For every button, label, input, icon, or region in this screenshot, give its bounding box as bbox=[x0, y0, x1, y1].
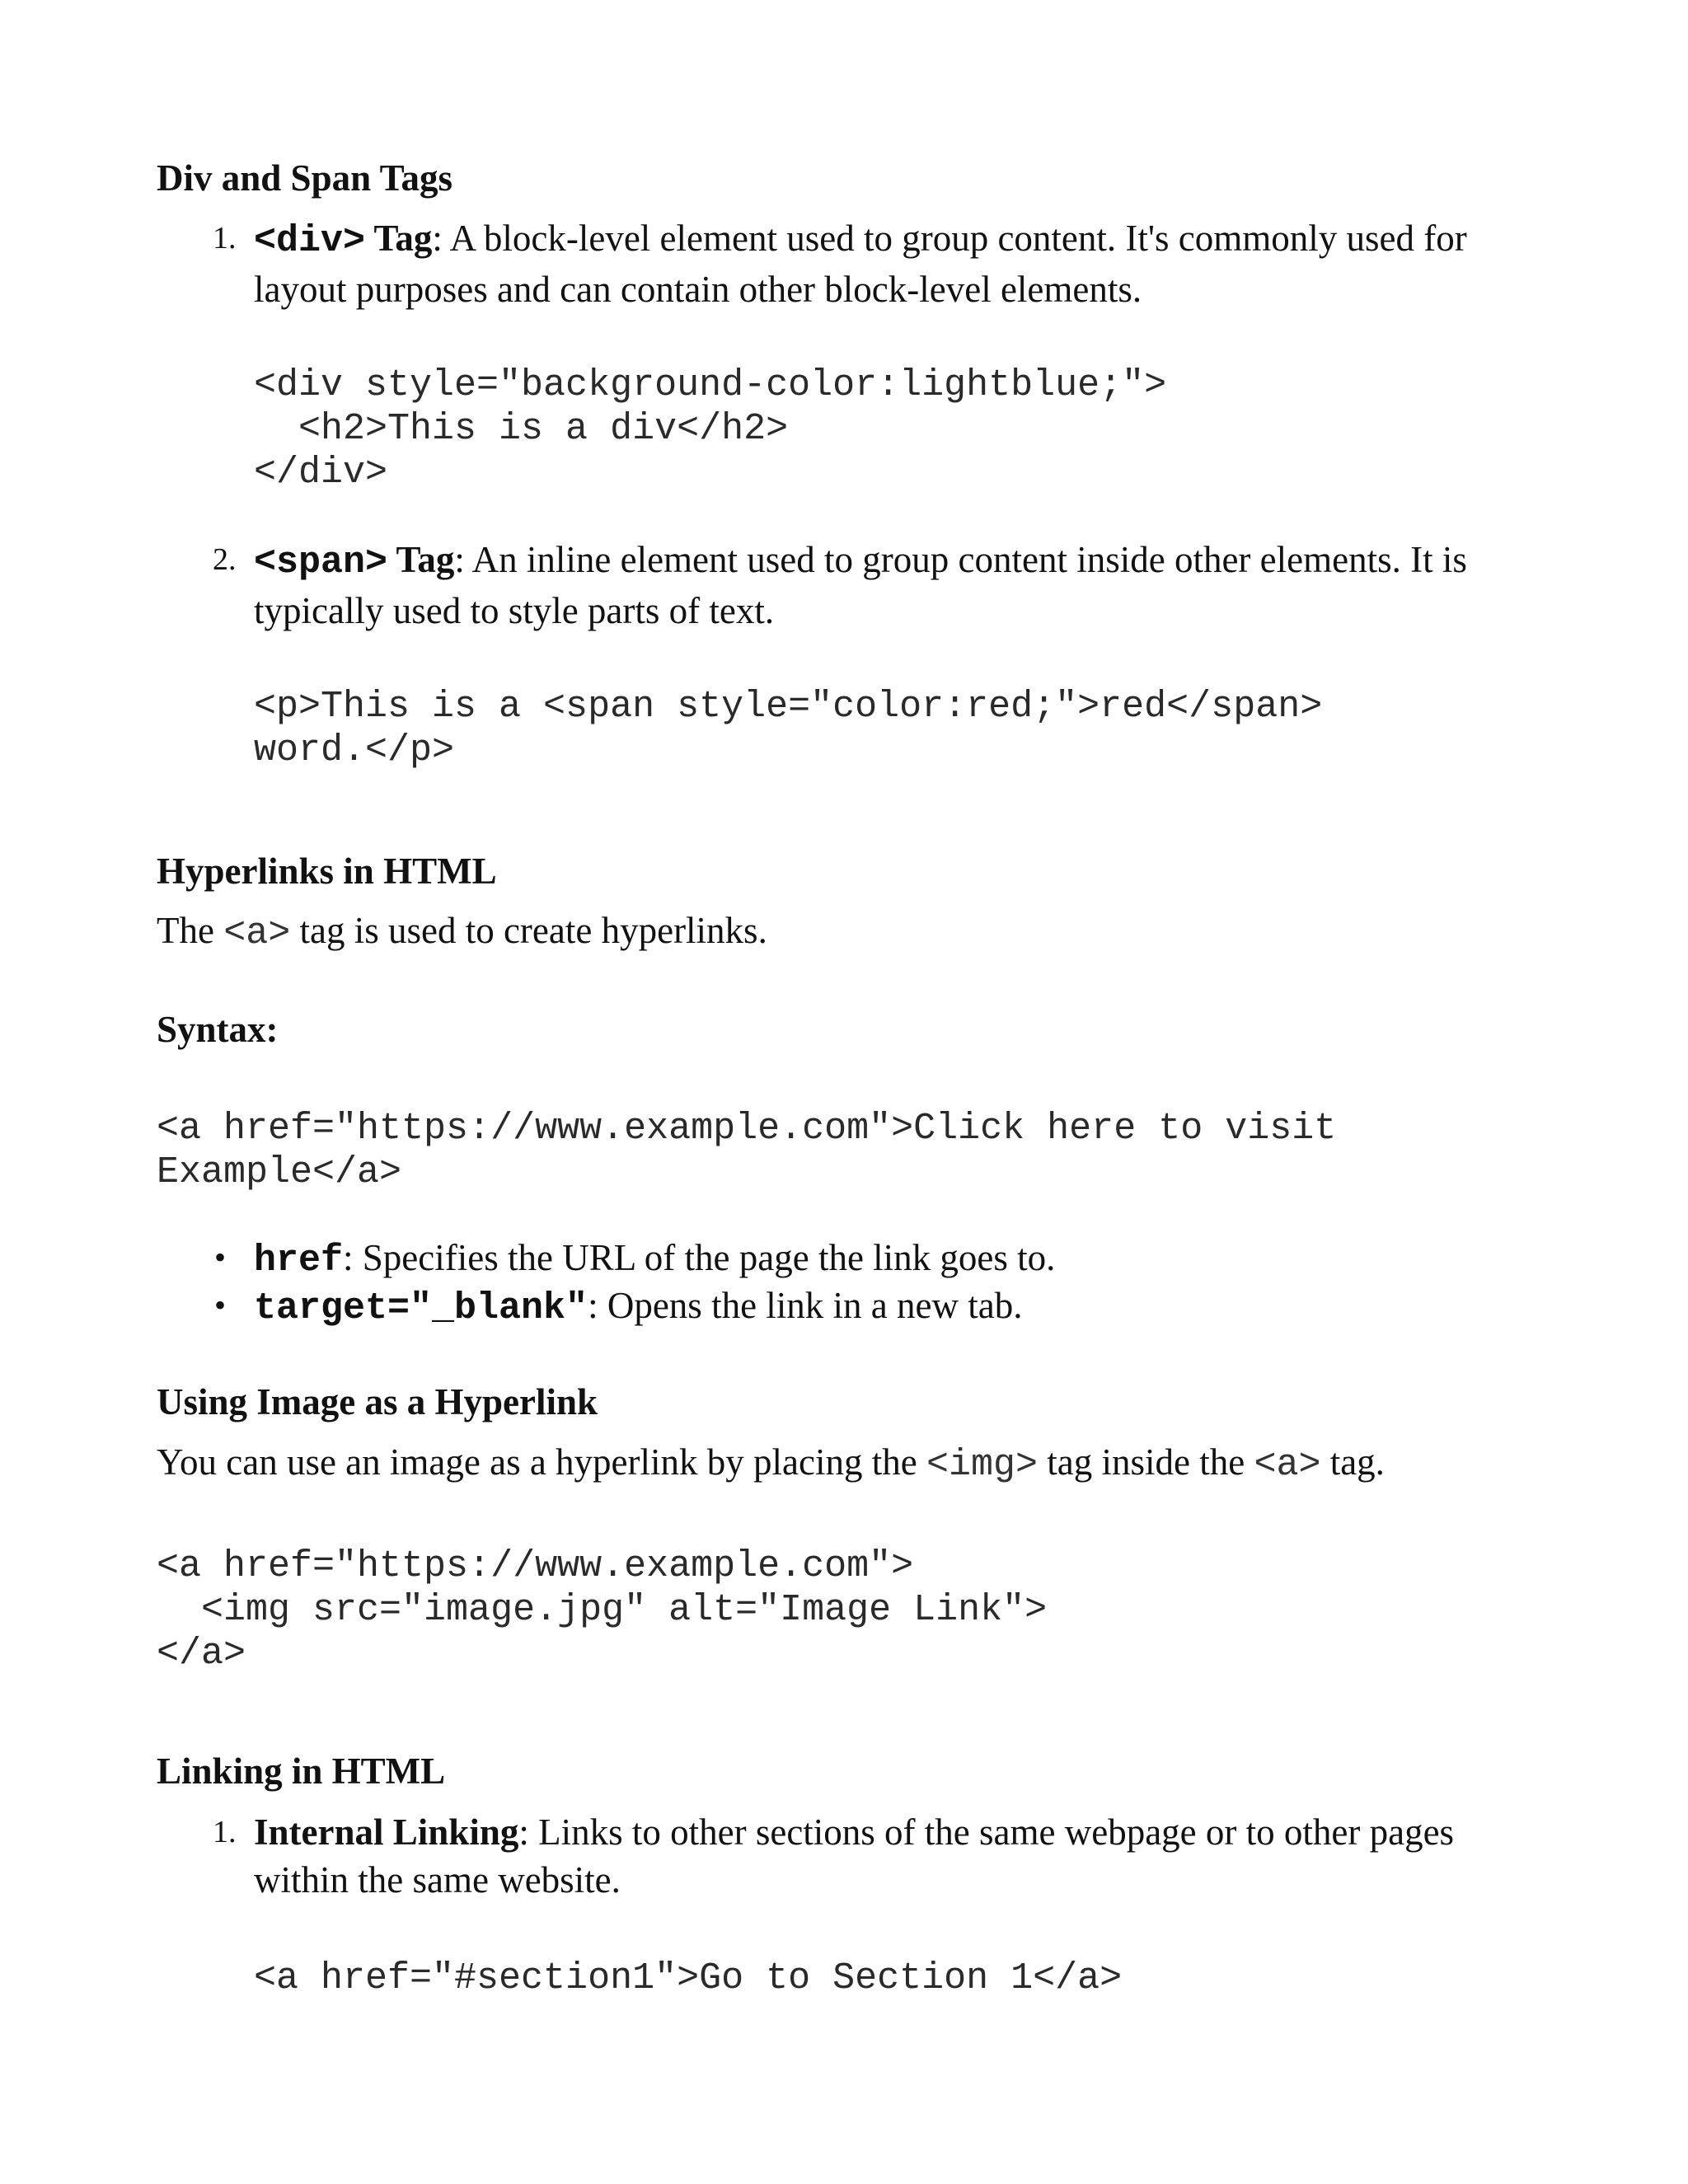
tag-suffix: Tag bbox=[387, 539, 455, 580]
code-block-hyperlink-syntax: <a href="https://www.example.com">Click here to visit Example</a> bbox=[157, 1108, 1337, 1193]
inline-code-a-tag: <a> bbox=[1254, 1444, 1321, 1486]
bullet-item-target bbox=[214, 1282, 1540, 1333]
list-marker: 1. bbox=[213, 221, 237, 255]
section-heading-div-span: Div and Span Tags bbox=[157, 157, 452, 199]
code-block-div-example: <div style="background-color:lightblue;"> <h2>This is a div</h2> </div> bbox=[254, 364, 1167, 494]
section-heading-hyperlinks: Hyperlinks in HTML bbox=[157, 851, 497, 892]
bullet-marker: • bbox=[214, 1286, 227, 1324]
attr-target: target="_blank" bbox=[254, 1287, 588, 1329]
div-tag-code: <div> bbox=[254, 220, 366, 262]
inline-code-img-tag: <img> bbox=[926, 1444, 1038, 1486]
code-block-image-link: <a href="https://www.example.com"> <img src="image.jpg" alt="Image Link"> </a> bbox=[157, 1545, 1048, 1675]
span-tag-description-cont: typically used to style parts of text. bbox=[254, 590, 775, 631]
list-item-div-tag bbox=[213, 214, 1540, 313]
attr-href-description: : Specifies the URL of the page the link goes to. bbox=[343, 1237, 1056, 1278]
inline-code-a-tag: <a> bbox=[223, 912, 291, 954]
div-tag-description-cont: layout purposes and can contain other block-level elements. bbox=[254, 269, 1142, 310]
internal-linking-description: : Links to other sections of the same webpage or to other pages bbox=[518, 1811, 1455, 1853]
code-block-internal-link: <a href="#section1">Go to Section 1</a> bbox=[254, 1957, 1123, 1999]
list-marker: 2. bbox=[213, 542, 237, 577]
attr-target-description: : Opens the link in a new tab. bbox=[588, 1285, 1023, 1326]
list-item-internal-linking bbox=[213, 1808, 1540, 1904]
section-heading-linking: Linking in HTML bbox=[157, 1750, 446, 1792]
internal-linking-description-cont: within the same website. bbox=[254, 1859, 621, 1900]
bullet-marker: • bbox=[214, 1239, 227, 1276]
attr-href: href bbox=[254, 1240, 344, 1282]
span-tag-code: <span> bbox=[254, 541, 388, 583]
list-marker: 1. bbox=[213, 1815, 237, 1849]
section-heading-image-link: Using Image as a Hyperlink bbox=[157, 1381, 598, 1422]
span-tag-description: : An inline element used to group content inside other elements. It is bbox=[454, 539, 1467, 580]
bullet-item-href bbox=[214, 1234, 1540, 1285]
hyperlinks-intro: The <a> tag is used to create hyperlinks. bbox=[157, 910, 767, 954]
tag-suffix: Tag bbox=[365, 218, 433, 259]
code-block-span-example: <p>This is a <span style="color:red;">red</span> word.</p> bbox=[254, 686, 1323, 771]
syntax-heading: Syntax: bbox=[157, 1009, 279, 1050]
internal-linking-term: Internal Linking bbox=[254, 1811, 519, 1853]
div-tag-description: : A block-level element used to group content. It's commonly used for bbox=[432, 218, 1467, 259]
image-link-intro: You can use an image as a hyperlink by placing the <img> tag inside the <a> tag. bbox=[157, 1441, 1385, 1486]
list-item-span-tag bbox=[213, 536, 1540, 635]
